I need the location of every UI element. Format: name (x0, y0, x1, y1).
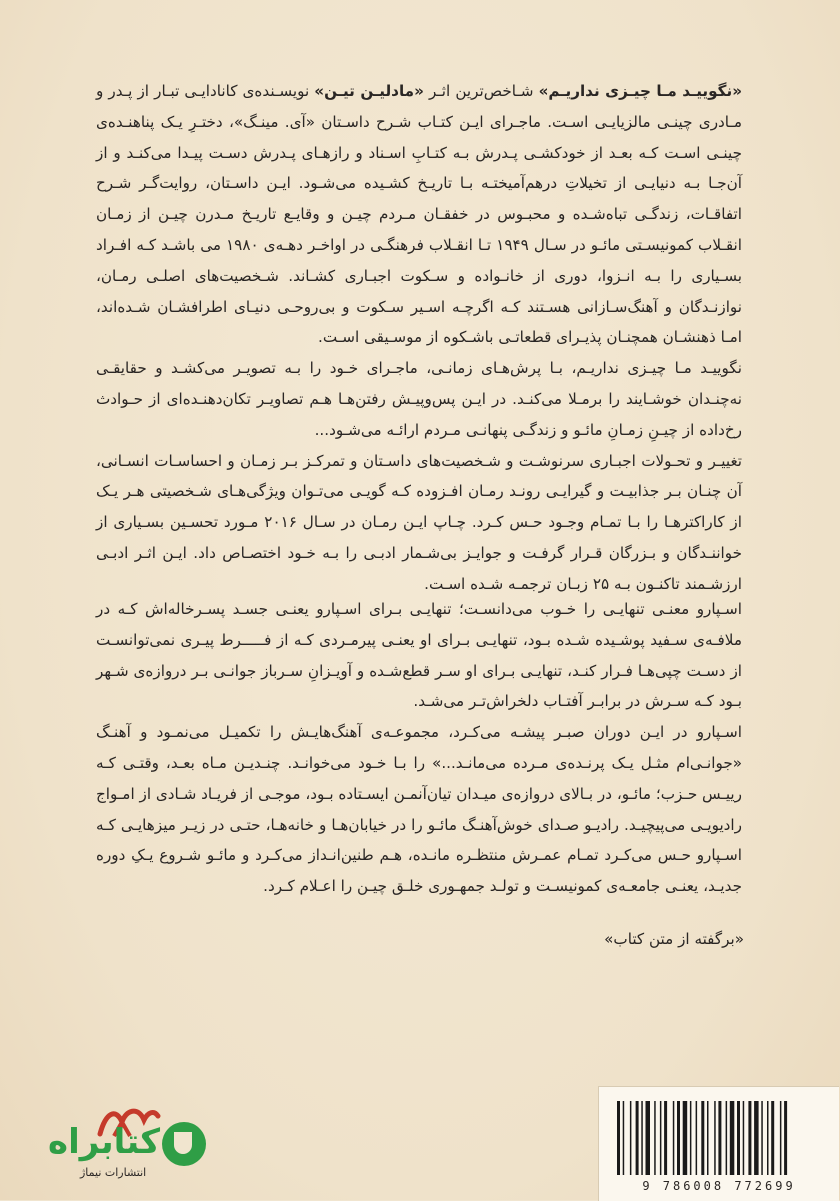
ketabrah-circle-icon (162, 1122, 206, 1166)
excerpt-paragraph-2: اسـپارو در ایـن دوران صبـر پیشـه می‌کـرد، مجموعـه‌ی آهنگ‌هایـش را تکمیـل می‌نمـود و آهنـگ «جوانـی‌ام مثـل یـک پرنـده‌ی مـرده می‌مانـد...» را بـا خـود می‌خوانـد. چنـدیـن مـاه بعـد، وقتـی کـه رییـس حـزب؛ مائـو، در بـالای دروازه‌ی میـدان تیان‌آنمـن ایسـتاده بـود، موجـی از فریـاد شـادی از امـواج رادیویـی می‌پیچیـد. رادیـو صـدای خوش‌آهنـگ مائـو را در خیابان‌هـا و خانه‌هـا، حتـی در زیـر میزهایـی کـه اسـپارو حـس می‌کـرد تمـام عمـرش منتظـره مانـده، هـم طنین‌انـداز می‌کـرد و مائـو شـروع یـکِ دوره جدیـد، یعنـی جامعـه‌ی کمونیسـت و تولـد جمهـوری خلـق چیـن را اعـلام کـرد. (95, 723, 742, 896)
author-name-quote: «مادلیـن تیـن» (314, 82, 424, 100)
publisher-logo (40, 1108, 210, 1180)
blurb-paragraph-2: نگوییـد مـا چیـزی نداریـم، بـا پرش‌هـای زمانـی، ماجـرای خـود را بـه تصویـر می‌کشـد و حقایقـی نه‌چنـدان خوشـایند را برمـلا می‌کنـد. در ایـن پس‌وپیـش رفتن‌هـا هـم تصاویـر تکان‌دهنـده‌ای از حـوادث رخ‌داده از چیـنِ زمـانِ مائـو و زندگـی پنهانـی مـردم ارائـه می‌شـود... (96, 359, 742, 439)
blurb-body-text: نویسـنده‌ی کانادایـی تبـار از پـدر و مـادری چینـی مالزیایـی اسـت. ماجـرای ایـن کتـاب شـرح داسـتان «آی. مینـگ»، دختـرِ یـک پناهنـده‌ی چینـی اسـت کـه بعـد از خودکشـی پـدرش بـه کتـابِ اسـناد و رازهـای پـدرش دسـت پیـدا می‌کنـد و از آن‌جـا بـه دنیایـی از تخیلاتِ درهم‌آمیختـه بـا تاریـخ کشـیده می‌شـود. ایـن داسـتان، روایت‌گـر شـرح اتفاقـات، زندگـی تباه‌شـده و محبـوس در خفقـان مـردم چیـن و وقایـع تاریـخ مـدرن چیـن از زمـان انقـلاب کمونیسـتی مائـو در سـال ۱۹۴۹ تـا انقـلاب فرهنگـی در اواخـر دهـه‌ی ۱۹۸۰ می باشـد کـه افـراد بسـیاری را بـه انـزوا، دوری از خانـواده و سـکوت اجبـاری کشـاند. شـخصیت‌های اصلـی رمـان، نوازنـدگان و آهنگ‌سـازانی هسـتند کـه اگرچـه اسـیر سـکوت و بی‌روحـی دنیـای اطرافشـان شـده‌اند، امـا ذهنشـان همچنـان پذیـرای قطعاتـی باشـکوه از موسـیقی اسـت. (96, 82, 742, 347)
isbn-barcode (598, 1086, 839, 1201)
publisher-name: انتشارات نیماژ (80, 1166, 147, 1179)
blurb-paragraph-1 (96, 76, 742, 353)
book-blurb (96, 76, 742, 600)
excerpt-source-note: «برگفته از متن کتاب» (604, 930, 744, 948)
barcode-bars (613, 1101, 825, 1177)
logo-wordmark: کتابراه (48, 1122, 161, 1162)
blurb-paragraph-3: تغییـر و تحـولات اجبـاری سرنوشـت و شـخصیت‌های داسـتان و تمرکـز بـر زمـان و احساسـات انسـانی، آن چنـان بـر جذابیـت و گیرایـی رونـد رمـان افـزوده کـه گویـی می‌تـوان ویژگی‌هـای شـخصیتی هـر یـک از کاراکترهـا را بـا تمـام وجـود حـس کـرد. چـاپ ایـن رمـان در سـال ۲۰۱۶ مـورد تحسـین بسـیاری از خواننـدگان و بـزرگان قـرار گرفـت و جوایـز بی‌شـمار ادبـی را بـه خـود اختصـاص داد. ایـن اثـر ادبـی ارزشـمند تاکنـون بـه ۲۵ زبـان ترجمـه شـده اسـت. (96, 451, 742, 593)
excerpt-paragraph-1: اسـپارو معنـی تنهایـی را خـوب می‌دانسـت؛ تنهایـی بـرای اسـپارو یعنـی جسـد پسـرخاله‌اش کـه در ملافـه‌ی سـفید پوشـیده شـده بـود، تنهایـی بـرای او یعنـی پیرمـردی کـه از فـــــرط پیـری نمی‌توانسـت از دسـت چپی‌هـا فـرار کنـد، تنهایـی بـرای او سـر قطع‌شـده و آویـزانِ سـرباز جوانـی بـر دروازه‌ی شـهر بـود کـه سـرش در برابـر آفتـاب دلخراش‌تـر می‌شـد. (96, 600, 742, 711)
book-title-quote: «نگوییـد مـا چیـزی نداریـم» (538, 82, 742, 100)
barcode-number: 9 786008 772699 (642, 1179, 796, 1193)
blurb-intro-text: شـاخص‌ترین اثـر (423, 82, 539, 100)
book-excerpt (96, 594, 742, 902)
